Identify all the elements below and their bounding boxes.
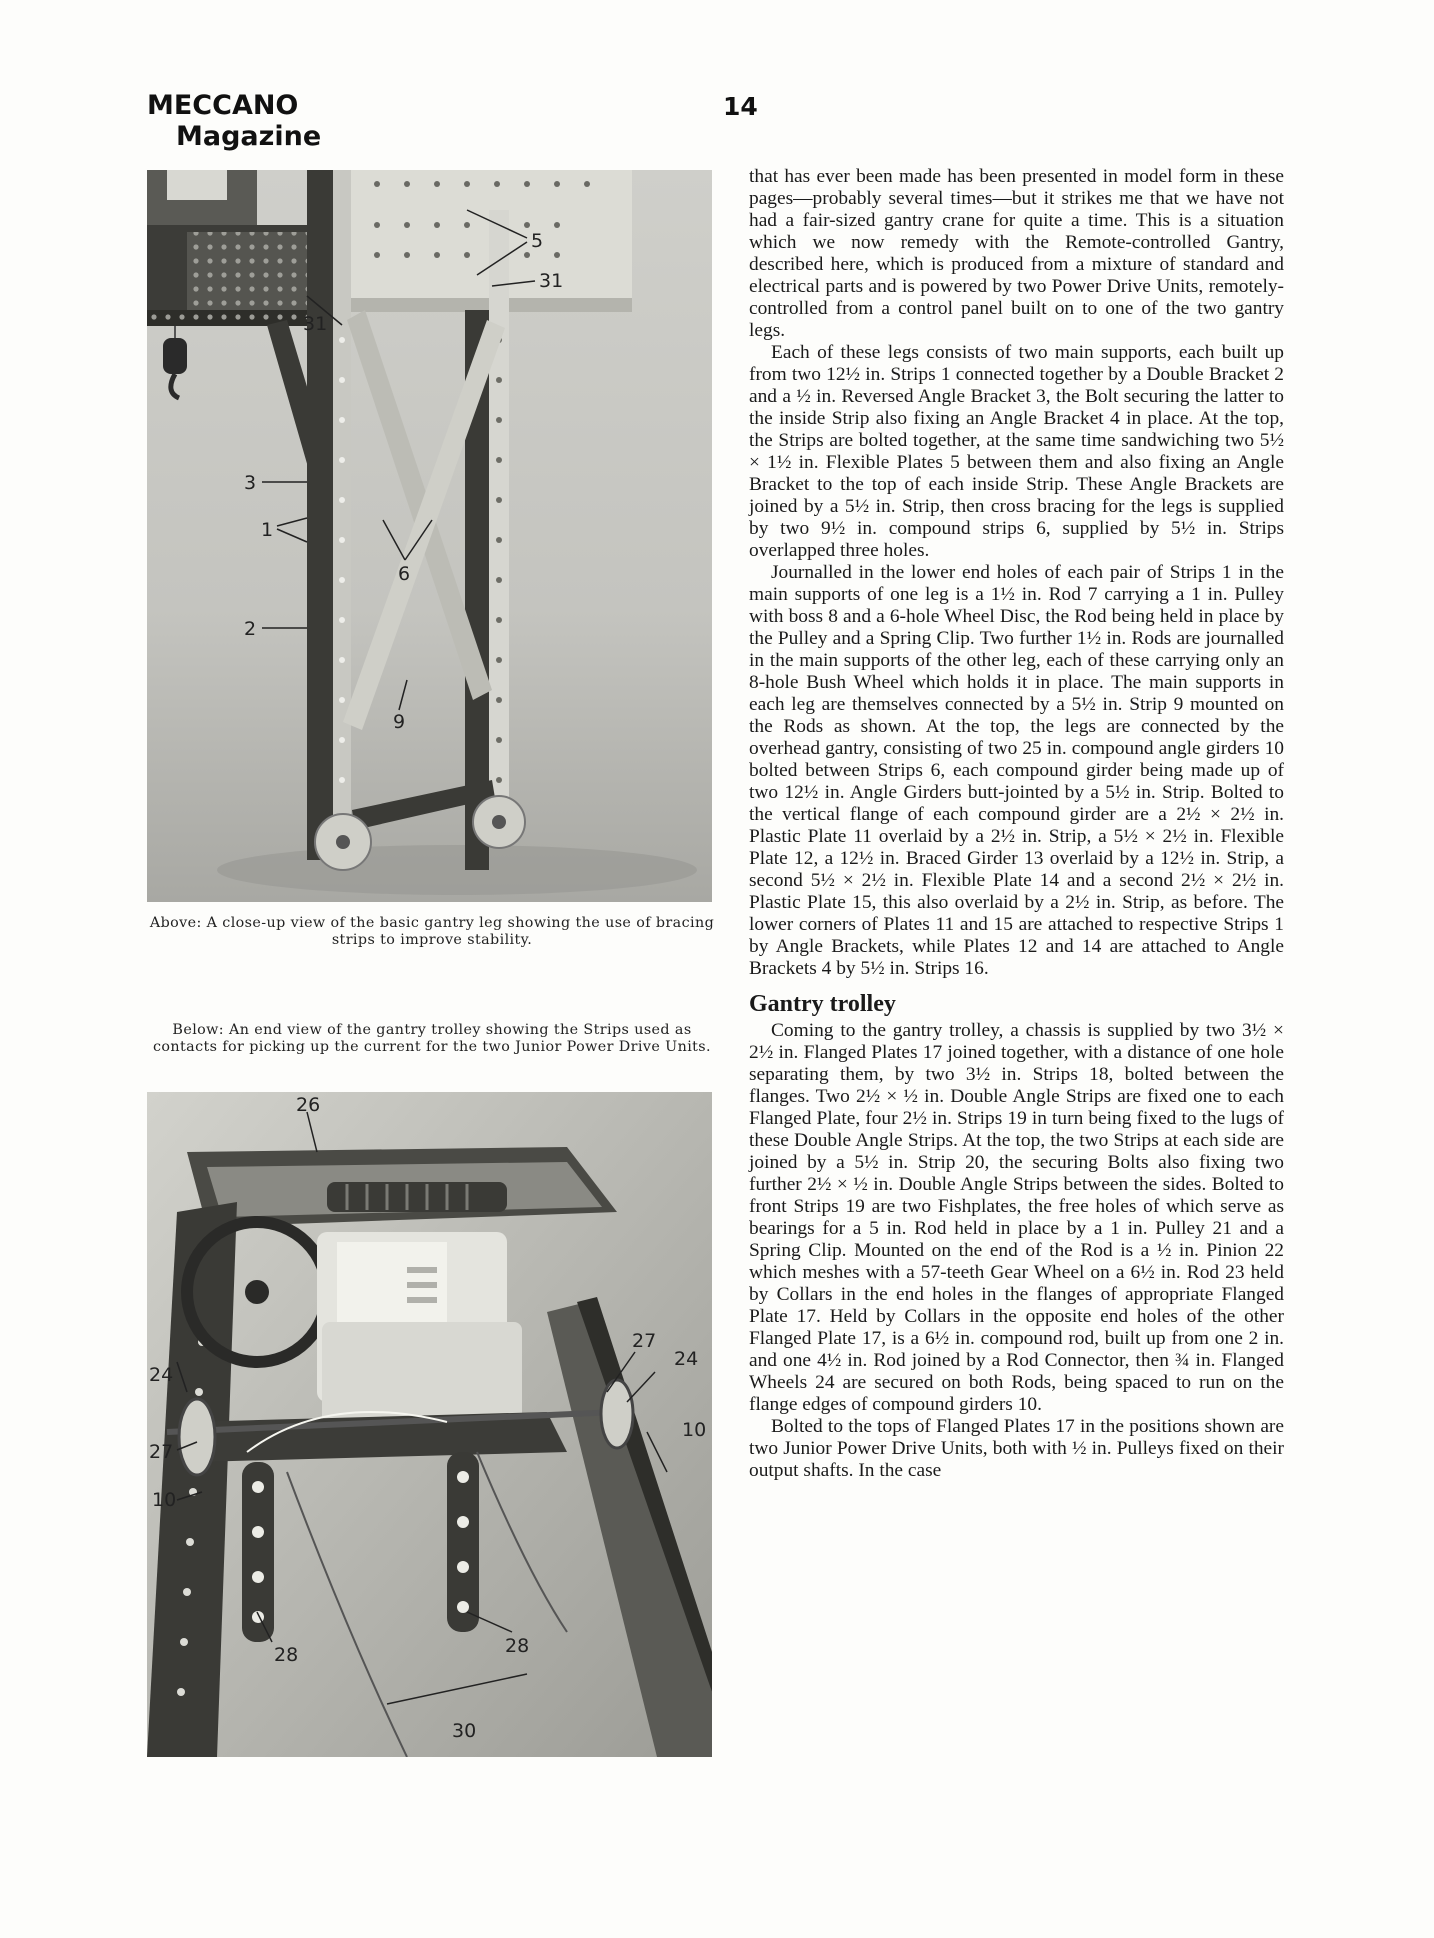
callout-31-left: 31	[303, 313, 328, 335]
masthead-line1: MECCANO	[147, 90, 299, 121]
section-heading: Gantry trolley	[749, 991, 896, 1017]
article-paragraph: that has ever been made has been presented in model form in these pages—probably several times—but it strikes me that we have not had a fair-sized gantry crane for quite a time. This is a situation which we now remedy with the Remote-controlled Gantry, described here, which is produced from a mixture of standard and electrical parts and is powered by two Power Drive Units, remotely-controlled from a control panel built on to one of the two gantry legs.	[749, 166, 1284, 341]
callout-27-right: 27	[632, 1330, 657, 1352]
masthead-line2: Magazine	[176, 121, 322, 152]
callout-30: 30	[452, 1720, 477, 1742]
callout-6: 6	[398, 563, 411, 585]
callout-28-left: 28	[274, 1644, 299, 1666]
callout-10-left: 10	[152, 1489, 177, 1511]
article-paragraph: Bolted to the tops of Flanged Plates 17 in the positions shown are two Junior Power Drive Units, both with ½ in. Pulleys fixed on their output shafts. In the case	[749, 1416, 1284, 1481]
callout-31-right: 31	[539, 270, 564, 292]
callout-10-right: 10	[682, 1419, 707, 1441]
article-paragraph: Journalled in the lower end holes of each pair of Strips 1 in the main supports of one leg is a 1½ in. Rod 7 carrying a 1 in. Pulley with boss 8 and a 6-hole Wheel Disc, the Rod being held in place by the Pulley and a Spring Clip. Two further 1½ in. Rods are journalled in the main supports of the other leg, each of these carrying only an 8-hole Bush Wheel which holds it in place. The main supports in each leg are themselves connected by a 5½ in. Strip 9 mounted on the Rods as shown. At the top, the legs are connected by the overhead gantry, consisting of two 25 in. compound angle girders 10 bolted between Strips 6, each compound girder being made up of two 12½ in. Angle Girders butt-jointed by a 5½ in. Strip. Bolted to the vertical flange of each compound girder are a 2½ × 2½ in. Plastic Plate 11 overlaid by a 2½ in. Strip, a 5½ × 2½ in. Flexible Plate 12, a 12½ in. Braced Girder 13 overlaid by a 12½ in. Strip, a second 5½ × 2½ in. Flexible Plate 14 and a second 2½ × 2½ in. Plastic Plate 15, this also overlaid by a 2½ in. Strip, as before. The lower corners of Plates 11 and 15 are attached to respective Strips 1 by Angle Brackets, while Plates 12 and 14 are attached to Angle Brackets 4 by 5½ in. Strips 16.	[749, 562, 1284, 979]
callout-27-left: 27	[149, 1441, 174, 1463]
callout-1: 1	[261, 519, 274, 541]
callout-24-right: 24	[674, 1348, 699, 1370]
callout-2: 2	[244, 618, 257, 640]
caption-top: Above: A close-up view of the basic gantry leg showing the use of bracing strips to improve stability.	[149, 915, 715, 948]
callout-5: 5	[531, 230, 544, 252]
callout-24-left: 24	[149, 1364, 174, 1386]
article-paragraph: Each of these legs consists of two main supports, each built up from two 12½ in. Strips 1 connected together by a Double Bracket 2 and a ½ in. Reversed Angle Bracket 3, the Bolt securing the latter to the inside Strip also fixing an Angle Bracket 4 in place. At the top, the Strips are bolted together, at the same time sandwiching two 5½ × 1½ in. Flexible Plates 5 between them and also fixing an Angle Bracket to the top of each inside Strip. These Angle Brackets are joined by a 5½ in. Strip, then cross bracing for the legs is supplied by two 9½ in. compound strips 6, supplied by 5½ in. Strips overlapped three holes.	[749, 342, 1284, 561]
callout-3: 3	[244, 472, 257, 494]
gantry-leg-photo	[147, 170, 712, 902]
page-number: 14	[723, 92, 758, 121]
magazine-masthead	[147, 90, 321, 152]
callout-9: 9	[393, 711, 406, 733]
caption-bottom: Below: An end view of the gantry trolley showing the Strips used as contacts for picking up the current for the two Junior Power Drive Units.	[153, 1022, 711, 1055]
callout-26: 26	[296, 1094, 321, 1116]
gantry-trolley-photo	[147, 1092, 712, 1757]
callout-28-right: 28	[505, 1635, 530, 1657]
article-paragraph: Coming to the gantry trolley, a chassis is supplied by two 3½ × 2½ in. Flanged Plates 17 joined together, with a distance of one hole separating them, by two 3½ in. Strips 18, bolted between the flanges. Two 2½ × ½ in. Double Angle Strips are fixed one to each Flanged Plate, four 2½ in. Strips 19 in turn being fixed to the lugs of these Double Angle Strips. At the top, the two Strips at each side are joined by a 5½ in. Strip 20, the securing Bolts also fixing two further 2½ × ½ in. Double Angle Strips between the sides. Bolted to front Strips 19 are two Fishplates, the free holes of which serve as bearings for a 5 in. Rod held in place by a 1 in. Pulley 21 and a Spring Clip. Mounted on the end of the Rod is a ½ in. Pinion 22 which meshes with a 57-teeth Gear Wheel on a 6½ in. Rod 23 held by Collars in the end holes in the flanges of appropriate Flanged Plate 17. Held by Collars in the opposite end holes of the other Flanged Plate 17, is a 6½ in. compound rod, built up from one 2 in. and one 4½ in. Rod joined by a Rod Connector, then ¾ in. Flanged Wheels 24 are secured on both Rods, being spaced to run on the flange edges of compound girders 10.	[749, 1020, 1284, 1415]
article-column	[749, 166, 1284, 1482]
